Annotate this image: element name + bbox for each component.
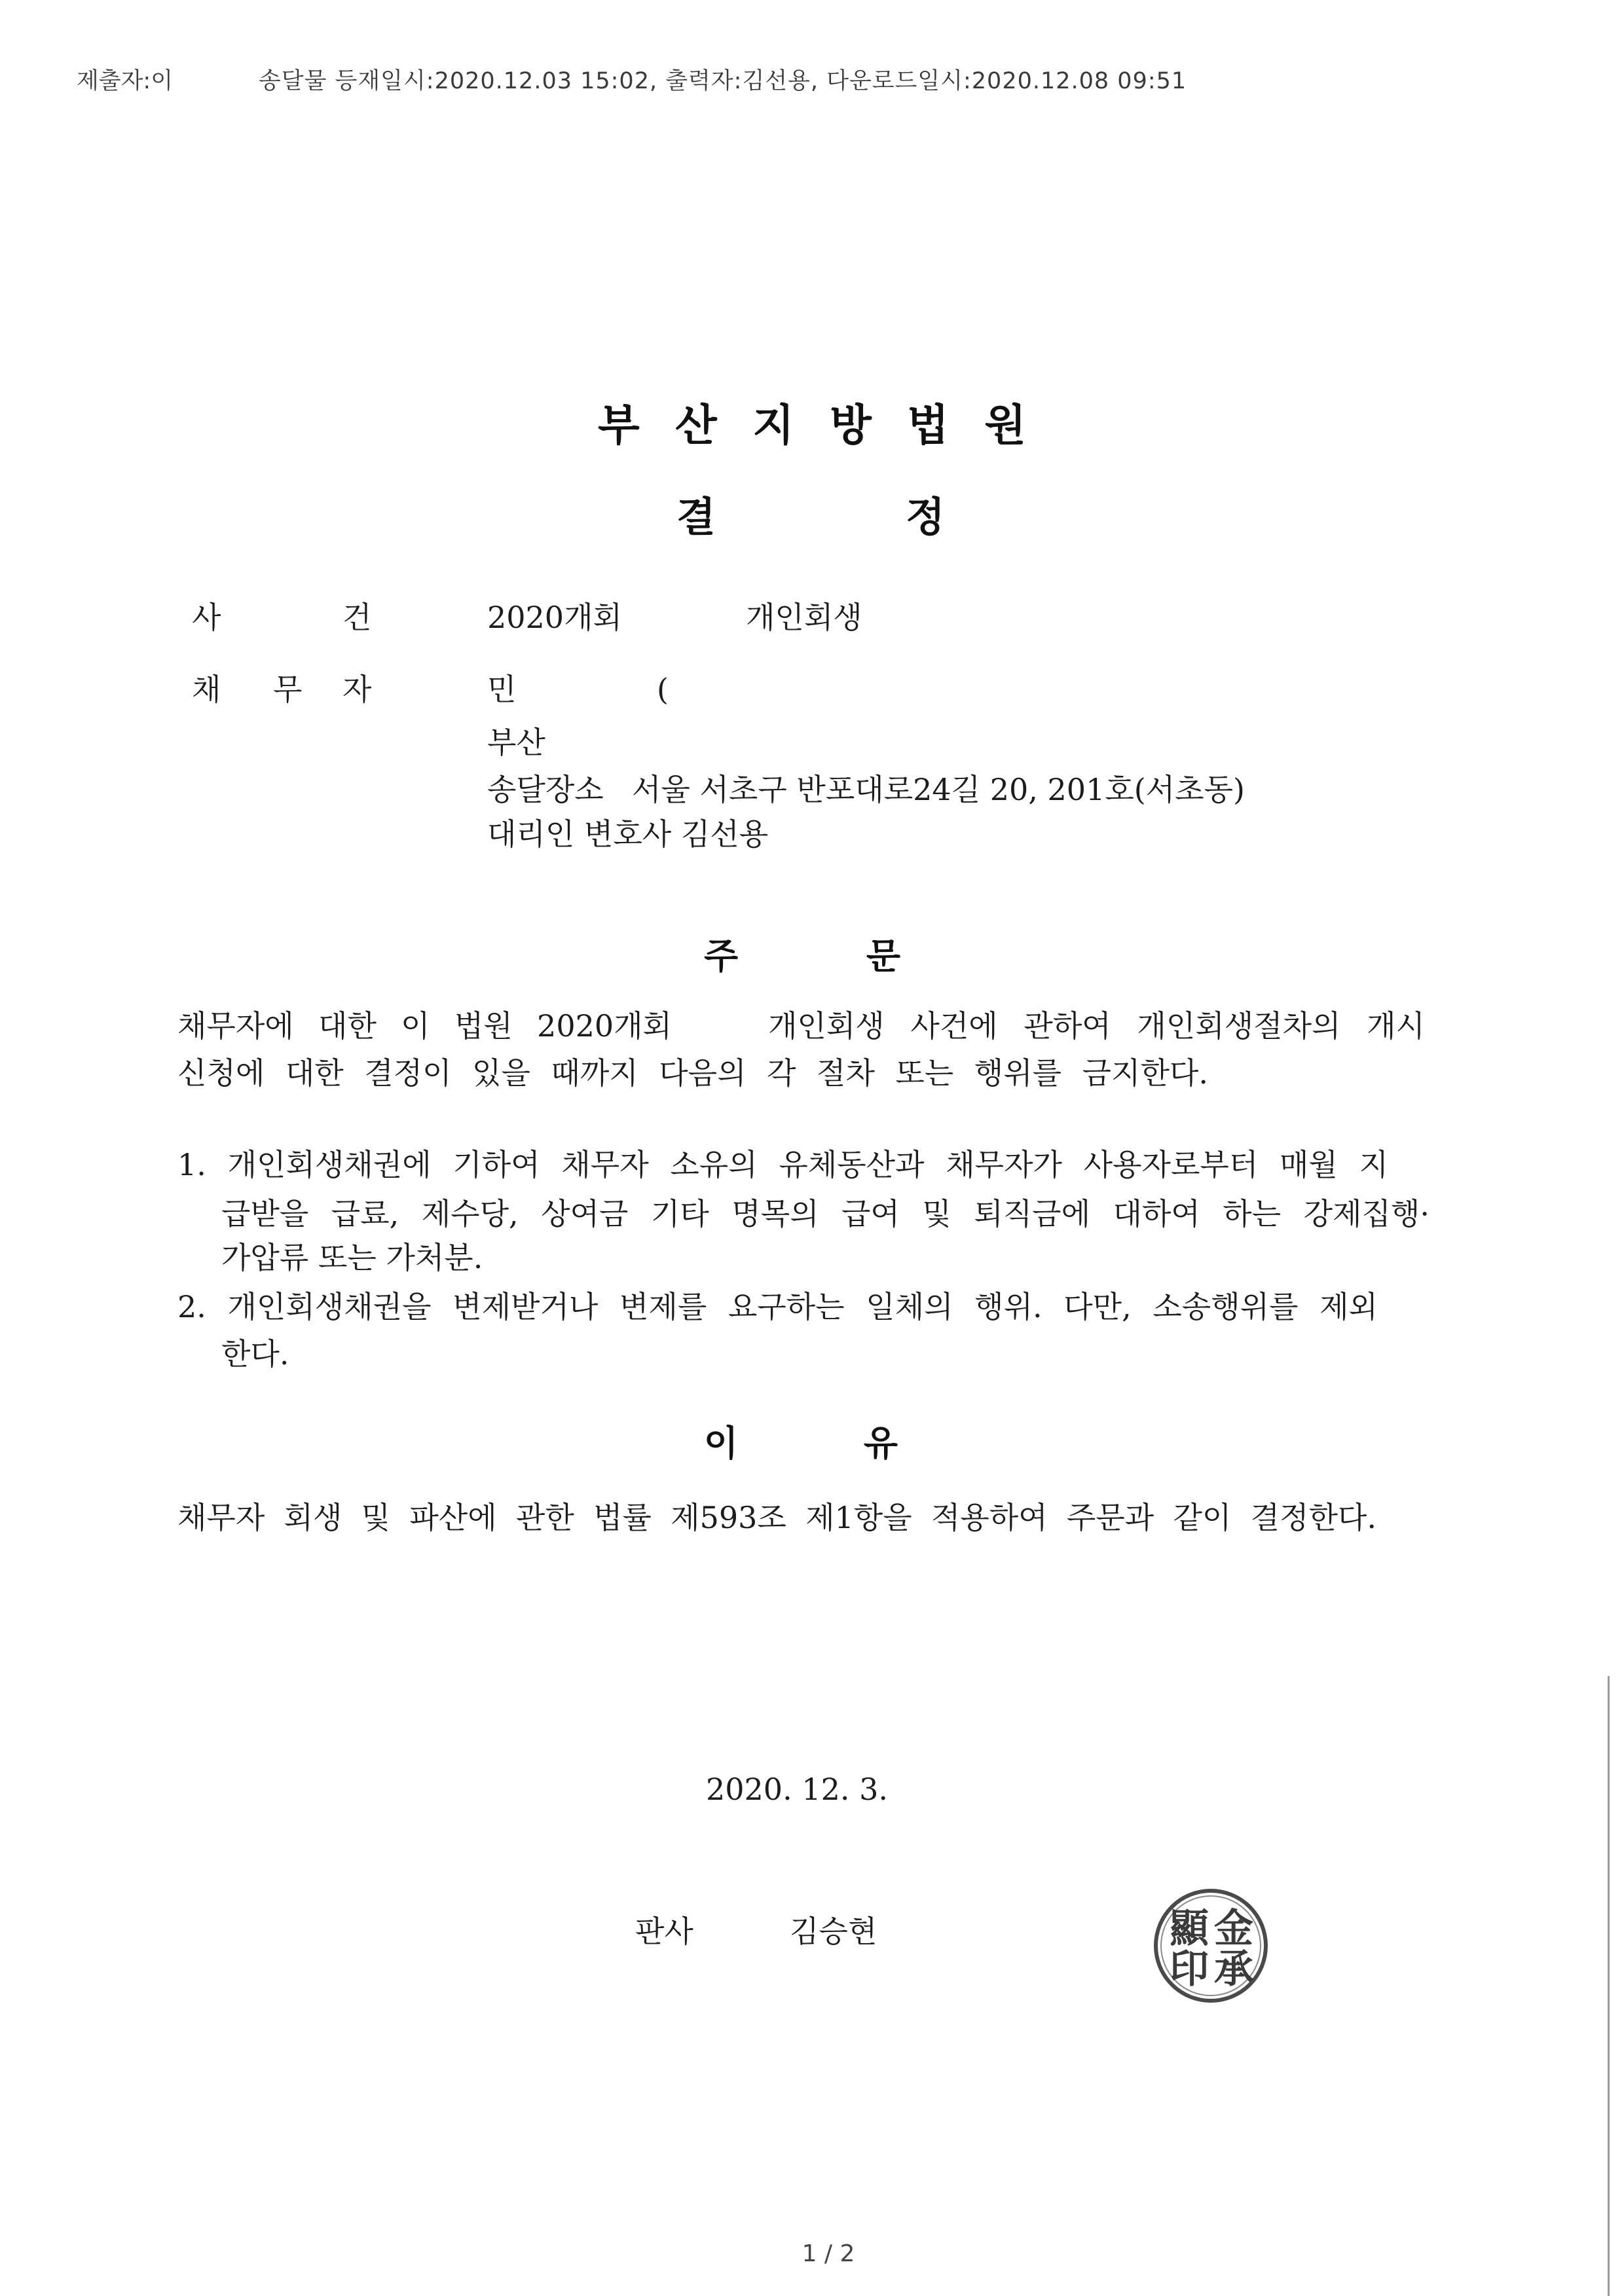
debtor-label-3: 자 bbox=[342, 672, 372, 707]
judge-title: 판사 bbox=[635, 1914, 693, 1949]
order-item-2-line-2: 한다. bbox=[221, 1336, 289, 1372]
page-number: 1 / 2 bbox=[802, 2240, 855, 2267]
service-address: 서울 서초구 반포대로24길 20, 201호(서초동) bbox=[632, 772, 1245, 807]
reasons-text: 채무자 회생 및 파산에 관한 법률 제593조 제1항을 적용하여 주문과 같이 결정한다. bbox=[177, 1500, 1376, 1535]
case-number: 2020개회 bbox=[487, 600, 622, 635]
reasons-heading: 이 유 bbox=[704, 1423, 898, 1464]
debtor-address: 부산 bbox=[487, 725, 545, 760]
debtor-paren: ( bbox=[657, 672, 669, 707]
header-submitter: 제출자:이 bbox=[77, 68, 174, 94]
judge-name: 김승현 bbox=[790, 1914, 877, 1949]
seal-char-4: 印 bbox=[1170, 1946, 1209, 1992]
order-item-1-line-3: 가압류 또는 가처분. bbox=[221, 1240, 483, 1275]
case-type: 개인회생 bbox=[746, 600, 862, 635]
header-info: 송달물 등재일시:2020.12.03 15:02, 출력자:김선용, 다운로드일시:2020.12.08 09:51 bbox=[259, 68, 1187, 94]
order-intro-line-1a: 채무자에 대한 이 법원 2020개회 bbox=[177, 1008, 672, 1044]
case-label-1: 사 bbox=[192, 600, 221, 635]
debtor-name: 민 bbox=[487, 672, 517, 707]
order-item-1-line-1: 1. 개인회생채권에 기하여 채무자 소유의 유체동산과 채무자가 사용자로부터 매월 지 bbox=[177, 1147, 1388, 1182]
document-type: 결 정 bbox=[676, 493, 945, 541]
debtor-agent: 대리인 변호사 김선용 bbox=[487, 816, 769, 852]
order-intro-line-2: 신청에 대한 결정이 있을 때까지 다음의 각 절차 또는 행위를 금지한다. bbox=[177, 1055, 1208, 1091]
judge-seal bbox=[1152, 1887, 1270, 2005]
decision-date: 2020. 12. 3. bbox=[706, 1772, 888, 1807]
seal-char-2: 承 bbox=[1214, 1946, 1253, 1992]
order-intro-line-1b: 개인회생 사건에 관하여 개인회생절차의 개시 bbox=[768, 1008, 1425, 1044]
seal-char-1: 金 bbox=[1214, 1906, 1253, 1952]
order-item-1-line-2: 급받을 급료, 제수당, 상여금 기타 명목의 급여 및 퇴직금에 대하여 하는 강제집행· bbox=[221, 1196, 1430, 1231]
order-item-2-line-1: 2. 개인회생채권을 변제받거나 변제를 요구하는 일체의 행위. 다만, 소송행위를 제외 bbox=[177, 1289, 1378, 1324]
service-address-label: 송달장소 bbox=[487, 772, 604, 807]
order-heading: 주 문 bbox=[704, 936, 900, 977]
case-label-2: 건 bbox=[342, 600, 372, 635]
scan-edge-line bbox=[1608, 1676, 1610, 2296]
debtor-label-1: 채 bbox=[192, 672, 221, 707]
court-name: 부 산 지 방 법 원 bbox=[598, 400, 1026, 450]
seal-char-3: 顯 bbox=[1170, 1906, 1209, 1952]
debtor-label-2: 무 bbox=[273, 672, 303, 707]
